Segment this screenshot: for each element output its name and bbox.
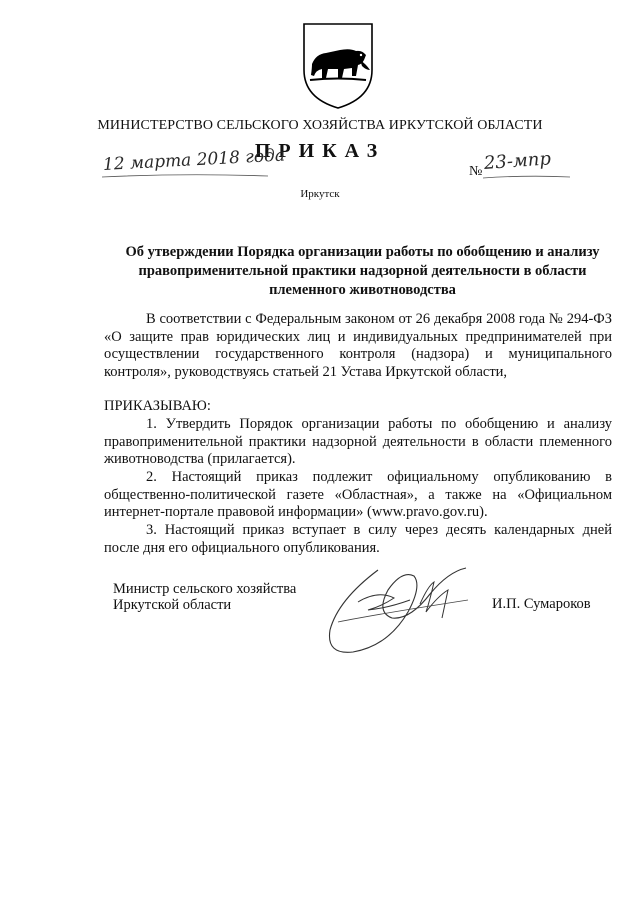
preamble-paragraph: В соответствии с Федеральным законом от 26 декабря 2008 года № 294-ФЗ «О защите прав юридических лиц и индивидуальных предпринимателей при осуществлении государственного контроля (надзора) и муниципального контроля», руководствуясь статьей 21 Устава Иркутской области, <box>104 311 612 380</box>
handwritten-number: 23-мпр <box>483 148 552 174</box>
handwritten-date: 12 марта 2018 года <box>102 145 286 175</box>
signatory-name: И.П. Сумароков <box>492 596 591 612</box>
handwritten-signature <box>318 560 476 665</box>
number-label: № <box>469 164 483 179</box>
order-item-2: 2. Настоящий приказ подлежит официальному опубликованию в общественно-политической газете «Областная», а также на «Официальном интернет-портале правовой информации» (www.pravo.gov.ru). <box>104 469 612 520</box>
coat-of-arms-icon <box>300 20 376 112</box>
city: Иркутск <box>300 188 340 200</box>
order-word: ПРИКАЗЫВАЮ: <box>104 398 211 414</box>
order-item-3: 3. Настоящий приказ вступает в силу через десять календарных дней после дня его официального опубликования. <box>104 522 612 556</box>
date-underline <box>100 172 270 180</box>
signatory-title-line-1: Министр сельского хозяйства <box>113 581 297 597</box>
order-item-1: 1. Утвердить Порядок организации работы по обобщению и анализу правоприменительной практики надзорной деятельности в области племенного животноводства (прилагается). <box>104 416 612 467</box>
signatory-title-line-2: Иркутской области <box>113 597 232 613</box>
document-type: ПРИКАЗ <box>254 140 386 162</box>
ministry-name: МИНИСТЕРСТВО СЕЛЬСКОГО ХОЗЯЙСТВА ИРКУТСКОЙ ОБЛАСТИ <box>97 118 543 133</box>
number-underline <box>482 174 572 180</box>
document-title: Об утверждении Порядка организации работы по обобщению и анализу правоприменительной практики надзорной деятельности в области племенного животноводства <box>125 244 600 298</box>
signatory-title <box>113 581 296 613</box>
